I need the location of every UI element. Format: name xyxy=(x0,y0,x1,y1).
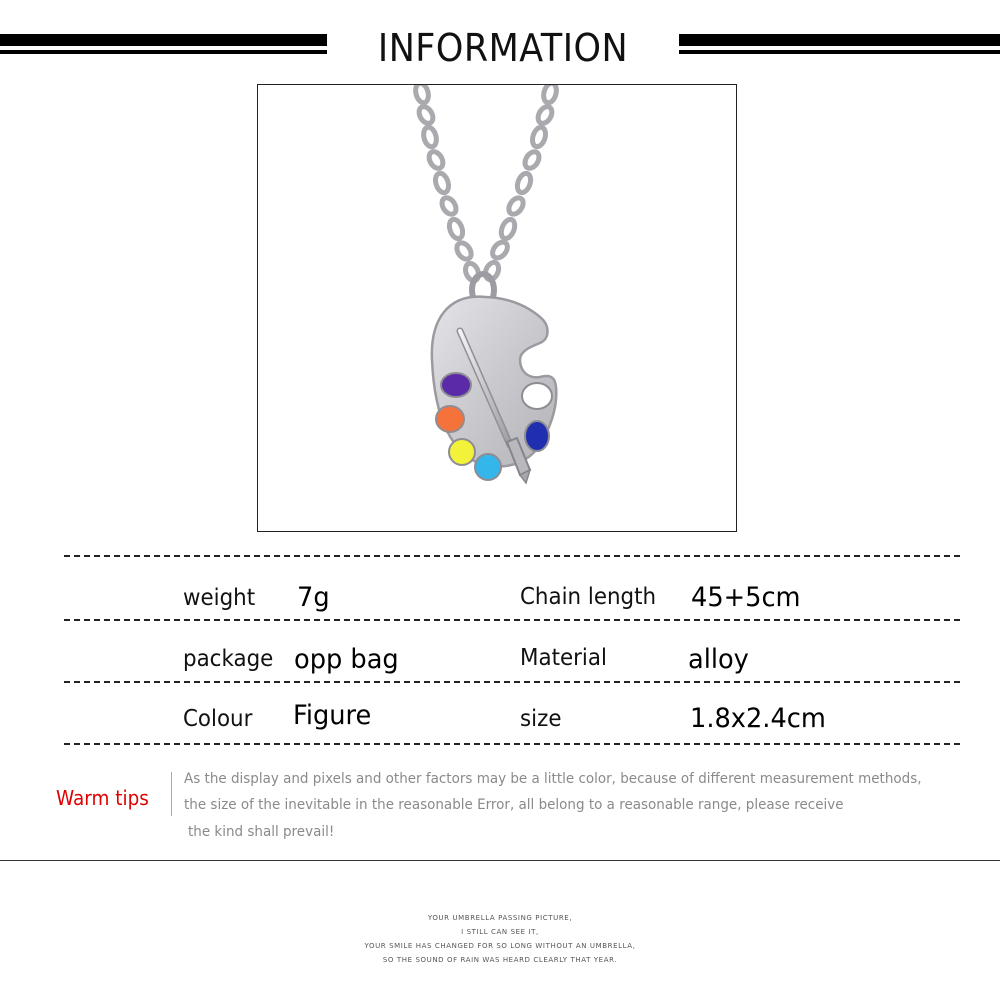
dashed-divider xyxy=(64,555,960,557)
page-title: INFORMATION xyxy=(377,26,629,70)
header-rule-right xyxy=(679,34,1000,60)
footer-line: SO THE SOUND OF RAIN WAS HEARD CLEARLY THAT YEAR. xyxy=(382,956,618,964)
footer-line: YOUR SMILE HAS CHANGED FOR SO LONG WITHOUT AN UMBRELLA, xyxy=(364,942,636,950)
spec-label-size: size xyxy=(520,706,562,732)
dashed-divider xyxy=(64,743,960,745)
spec-label-chain-length: Chain length xyxy=(520,584,657,610)
paint-cyan-dot xyxy=(475,454,501,480)
paint-blue-dot xyxy=(525,421,549,451)
chain-left xyxy=(414,85,481,283)
spec-value-material: alloy xyxy=(688,644,749,675)
header-rule-left xyxy=(0,34,327,60)
chain-right xyxy=(483,85,559,282)
spec-value-package: opp bag xyxy=(294,644,399,675)
footer-line: YOUR UMBRELLA PASSING PICTURE, xyxy=(427,914,573,922)
warm-tips-line: As the display and pixels and other factors may be a little color, because of different measurement methods, xyxy=(184,771,922,787)
spec-label-package: package xyxy=(183,646,274,672)
paint-orange-dot xyxy=(436,406,464,432)
bottom-divider xyxy=(0,860,1000,861)
spec-label-weight: weight xyxy=(183,585,256,611)
paint-purple-dot xyxy=(441,373,471,397)
spec-label-colour: Colour xyxy=(183,706,253,732)
dashed-divider xyxy=(64,681,960,683)
warm-tips-title: Warm tips xyxy=(56,786,149,810)
paint-yellow-dot xyxy=(449,439,475,465)
palette-necklace-image xyxy=(258,85,736,531)
spec-value-size: 1.8x2.4cm xyxy=(690,703,826,734)
warm-tips-separator xyxy=(171,772,172,816)
warm-tips-line: the kind shall prevail! xyxy=(188,824,335,840)
footer-line: I STILL CAN SEE IT, xyxy=(461,928,539,936)
product-image-frame xyxy=(257,84,737,532)
paint-white-dot xyxy=(522,383,552,409)
spec-label-material: Material xyxy=(520,645,607,671)
spec-value-colour: Figure xyxy=(293,700,372,731)
spec-value-chain-length: 45+5cm xyxy=(691,582,801,613)
warm-tips-line: the size of the inevitable in the reasonable Error, all belong to a reasonable range, please receive xyxy=(184,797,844,813)
dashed-divider xyxy=(64,619,960,621)
spec-value-weight: 7g xyxy=(297,582,330,613)
